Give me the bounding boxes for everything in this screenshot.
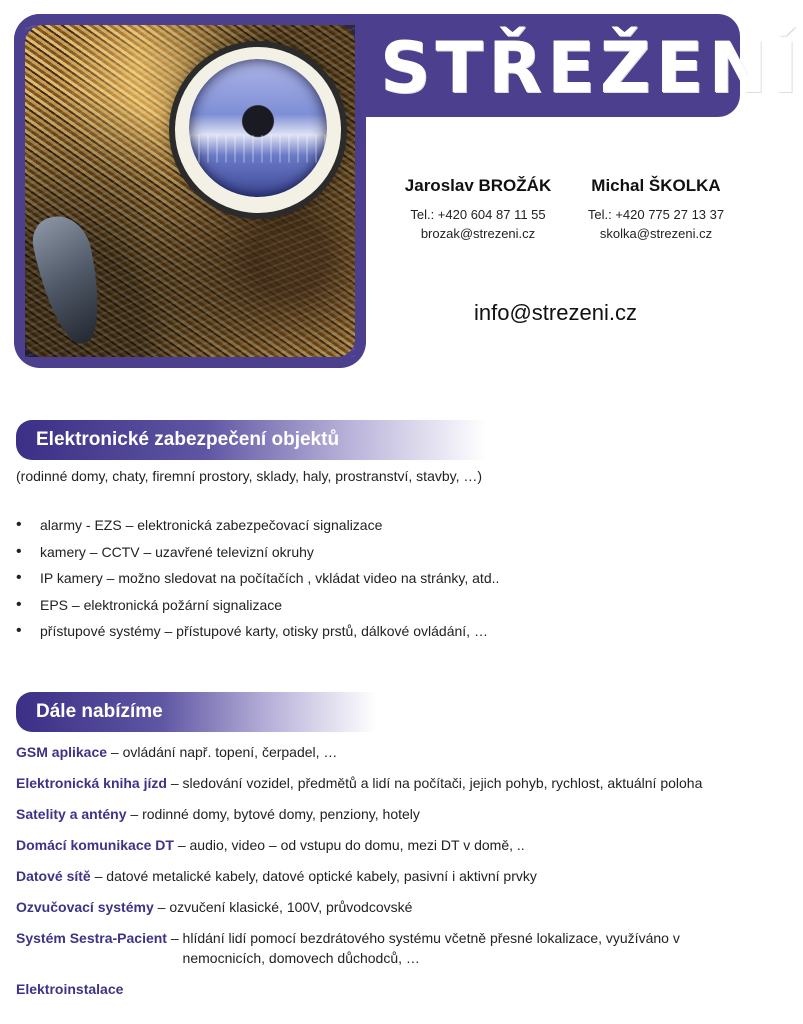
- offer-item: [16, 979, 728, 999]
- offer-desc: rodinné domy, bytové domy, penziony, hotely: [142, 806, 420, 822]
- security-list: [16, 512, 499, 645]
- owl-eye-photo-frame: [14, 14, 366, 368]
- offer-label: Ozvučovací systémy: [16, 899, 154, 915]
- contact-phone: Tel.: +420 775 27 13 37: [587, 207, 725, 222]
- offer-item: Ozvučovací systémy – ozvučení klasické, 100V, průvodcovské: [16, 897, 728, 917]
- contact-name: Michal ŠKOLKA: [591, 176, 721, 195]
- owl-eye: [175, 47, 341, 213]
- offer-desc: audio, video – od vstupu do domu, mezi DT v domě, ..: [189, 837, 525, 853]
- offer-label: Elektroinstalace: [16, 981, 124, 997]
- iris-reflection: [189, 59, 327, 197]
- offer-label: Elektronická kniha jízd: [16, 775, 167, 791]
- section-header-offers: Dále nabízíme: [16, 692, 376, 732]
- contact-skolka: [580, 176, 732, 243]
- offer-label: GSM aplikace: [16, 744, 108, 760]
- offer-desc: ovládání např. topení, čerpadel, …: [122, 744, 338, 760]
- offer-label: Datové sítě: [16, 868, 91, 884]
- offer-desc: sledování vozidel, předmětů a lidí na počítači, jejich pohyb, rychlost, aktuální poloha: [182, 775, 703, 791]
- offers-list: [16, 742, 728, 1010]
- contact-phone: Tel.: +420 604 87 11 55: [410, 207, 546, 222]
- offer-item: Systém Sestra-Pacient – hlídání lidí pomocí bezdrátového systému včetně přesné lokalizace, využíváno v nemocnicích, domovech důchodců, …: [16, 928, 728, 968]
- contact-email[interactable]: brozak@strezeni.cz: [420, 226, 536, 241]
- list-item: • alarmy - EZS – elektronická zabezpečovací signalizace: [16, 512, 499, 539]
- contact-brozak: [382, 176, 574, 243]
- offer-desc: ozvučení klasické, 100V, průvodcovské: [169, 899, 413, 915]
- offer-item: Domácí komunikace DT – audio, video – od vstupu do domu, mezi DT v domě, ..: [16, 835, 728, 855]
- offer-label: Domácí komunikace DT: [16, 837, 174, 853]
- list-item: • EPS – elektronická požární signalizace: [16, 592, 499, 619]
- info-email[interactable]: info@strezeni.cz: [474, 300, 637, 325]
- list-item: • IP kamery – možno sledovat na počítačích , vkládat video na stránky, atd..: [16, 565, 499, 592]
- offer-item: Datové sítě – datové metalické kabely, datové optické kabely, pasivní i aktivní prvky: [16, 866, 728, 886]
- list-item: • kamery – CCTV – uzavřené televizní okruhy: [16, 539, 499, 566]
- offer-label: Systém Sestra-Pacient: [16, 930, 167, 946]
- brand-title: STŘEŽENÍ: [380, 27, 803, 109]
- owl-eye-iris: [189, 59, 327, 197]
- offer-item: Elektronická kniha jízd – sledování vozidel, předmětů a lidí na počítači, jejich pohyb, rychlost, aktuální poloha: [16, 773, 728, 793]
- contact-email[interactable]: skolka@strezeni.cz: [599, 226, 713, 241]
- list-item: • přístupové systémy – přístupové karty, otisky prstů, dálkové ovládání, …: [16, 618, 499, 645]
- offer-desc: hlídání lidí pomocí bezdrátového systému včetně přesné lokalizace, využíváno v nemocnicích, domovech důchodců, …: [182, 930, 680, 966]
- section-header-security: Elektronické zabezpečení objektů: [16, 420, 486, 460]
- offer-item: GSM aplikace – ovládání např. topení, čerpadel, …: [16, 742, 728, 762]
- offer-item: Satelity a antény – rodinné domy, bytové domy, penziony, hotely: [16, 804, 728, 824]
- offer-label: Satelity a antény: [16, 806, 127, 822]
- section-subtitle: (rodinné domy, chaty, firemní prostory, sklady, haly, prostranství, stavby, …): [16, 468, 483, 484]
- owl-eye-photo: [25, 25, 355, 357]
- contact-name: Jaroslav BROŽÁK: [404, 176, 552, 195]
- offer-desc: datové metalické kabely, datové optické kabely, pasivní i aktivní prvky: [106, 868, 537, 884]
